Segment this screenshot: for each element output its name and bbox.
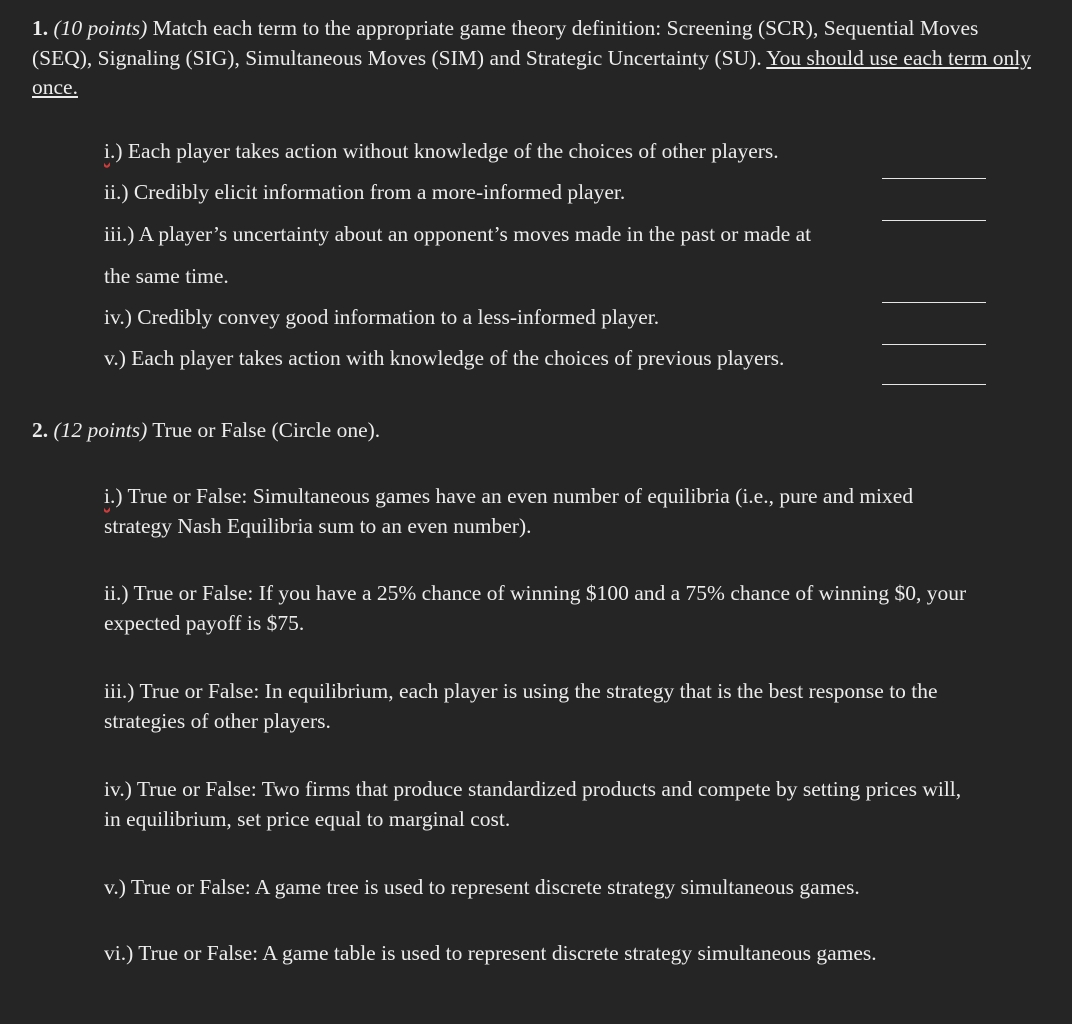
q2-item-iv [104,774,974,834]
question-1-points: (10 points) [53,16,148,40]
answer-blank-ii[interactable] [882,220,986,221]
question-2-points: (12 points) [53,418,148,442]
q2-item-v [104,872,974,902]
q2-item-text: True or False: If you have a 25% chance of winning $100 and a 75% chance of winning $0, your expected payoff is $75. [104,581,967,635]
q2-item-label: ii.) [104,581,134,605]
q2-item-label: .) [109,484,128,508]
q2-item-text: True or False: In equilibrium, each player is using the strategy that is the best response to the strategies of other players. [104,679,938,733]
answer-blank-iv[interactable] [882,344,986,345]
answer-blank-v[interactable] [882,384,986,385]
question-2-instructions: True or False (Circle one). [152,418,381,442]
q1-item-text: the same time. [104,264,229,288]
q2-item-iii [104,676,974,736]
q2-item-label: iv.) [104,777,137,801]
q1-item-iii [104,222,811,247]
q2-item-text: True or False: A game tree is used to represent discrete strategy simultaneous games. [130,875,860,899]
q1-item-label: v.) [104,346,132,370]
q1-item-iii-continued [104,264,229,289]
q1-item-label: iii.) [104,222,139,246]
q1-item-label: .) [109,139,128,163]
q1-item-ii [104,180,625,205]
answer-blank-iii[interactable] [882,302,986,303]
q2-item-ii [104,578,974,638]
q2-item-label: i [104,484,110,508]
q1-item-text: Each player takes action without knowledge of the choices of other players. [127,139,779,163]
q1-item-i [104,139,779,164]
q2-item-text: True or False: A game table is used to represent discrete strategy simultaneous games. [138,941,877,965]
question-1-instructions: Match each term to the appropriate game theory definition: Screening (SCR), Sequential Moves (SEQ), Signaling (SIG), Simultaneous Moves (SIM) and Strategic Uncertainty (SU). [32,16,979,70]
question-2-prompt [32,418,380,443]
q1-item-label: ii.) [104,180,134,204]
answer-blank-i[interactable] [882,178,986,179]
q2-item-label: vi.) [104,941,139,965]
q2-item-label: iii.) [104,679,140,703]
question-1-number: 1. [32,16,49,40]
q1-item-text: Each player takes action with knowledge of the choices of previous players. [131,346,785,370]
q2-item-i [104,481,974,541]
q1-item-text: A player’s uncertainty about an opponent’s moves made in the past or made at [138,222,812,246]
question-2-number: 2. [32,418,49,442]
q2-item-text: True or False: Two firms that produce standardized products and compete by setting prices will, in equilibrium, set price equal to marginal cost. [104,777,962,831]
q1-item-text: Credibly convey good information to a less-informed player. [137,305,660,329]
q2-item-vi [104,938,974,968]
q2-item-text: True or False: Simultaneous games have an even number of equilibria (i.e., pure and mixed strategy Nash Equilibria sum to an even number). [104,484,914,538]
q1-item-text: Credibly elicit information from a more-informed player. [133,180,626,204]
q1-item-label: iv.) [104,305,138,329]
q1-item-v [104,346,784,371]
q1-item-iv [104,305,659,330]
q1-item-label: i [104,139,110,163]
question-1-prompt [32,14,1042,103]
q2-item-label: v.) [104,875,131,899]
question-1-rule: You should use each term only once. [32,45,1032,99]
